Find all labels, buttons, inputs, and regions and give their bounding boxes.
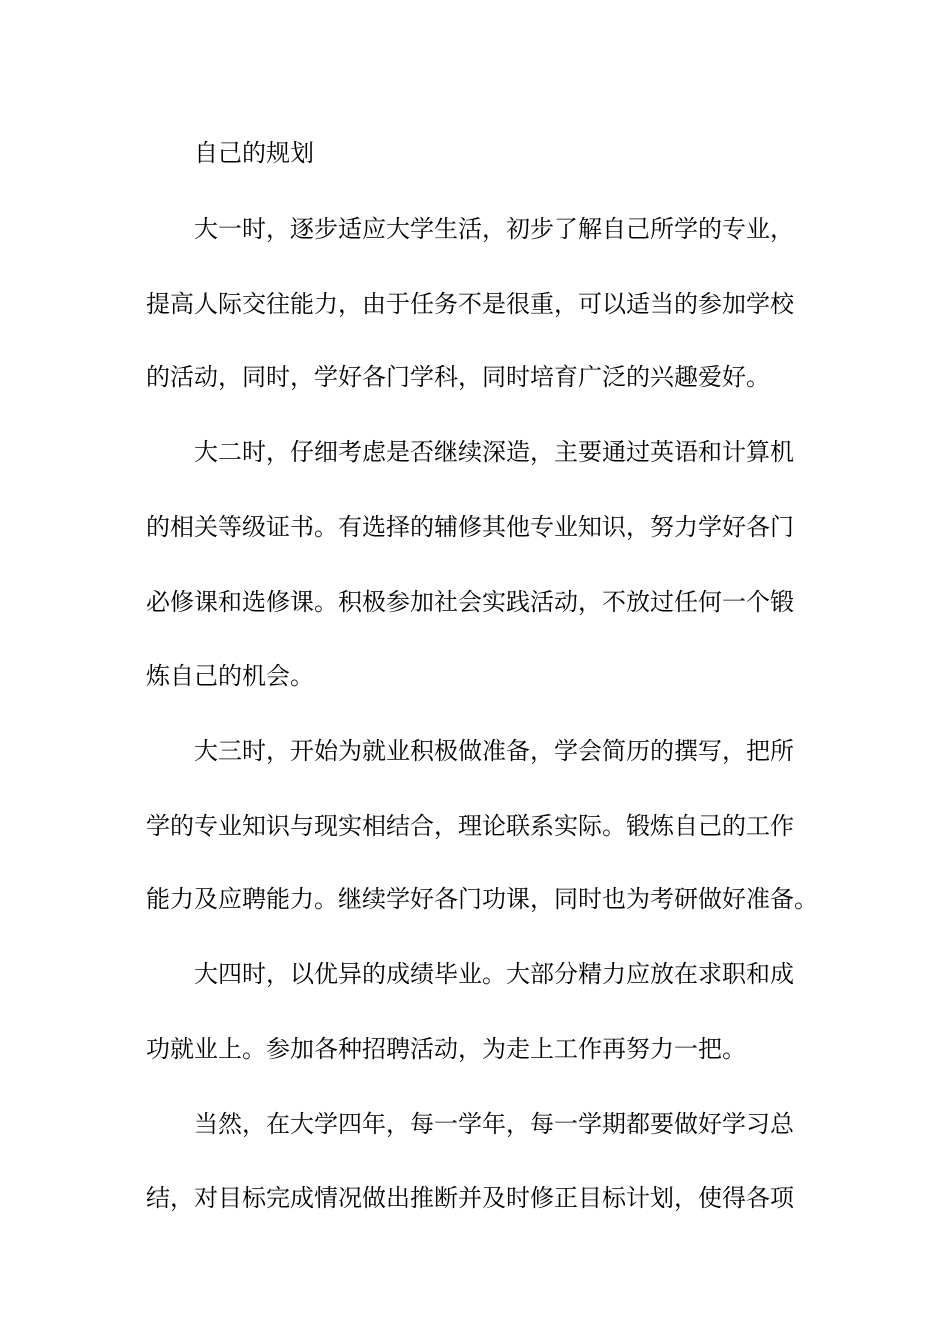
paragraph-line: 炼自己的机会。 <box>146 662 314 690</box>
paragraph-line: 大二时，仔细考虑是否继续深造，主要通过英语和计算机 <box>194 438 794 466</box>
paragraph-line: 的相关等级证书。有选择的辅修其他专业知识，努力学好各门 <box>146 513 794 541</box>
paragraph-line: 学的专业知识与现实相结合，理论联系实际。锻炼自己的工作 <box>146 812 794 840</box>
paragraph-line: 结，对目标完成情况做出推断并及时修正目标计划，使得各项 <box>146 1184 794 1212</box>
paragraph-line: 提高人际交往能力，由于任务不是很重，可以适当的参加学校 <box>146 290 794 318</box>
paragraph-line: 能力及应聘能力。继续学好各门功课，同时也为考研做好准备。 <box>146 885 818 913</box>
paragraph-line: 当然，在大学四年，每一学年，每一学期都要做好学习总 <box>194 1110 794 1138</box>
paragraph-line: 大三时，开始为就业积极做准备，学会简历的撰写，把所 <box>194 737 794 765</box>
paragraph-line: 必修课和选修课。积极参加社会实践活动，不放过任何一个锻 <box>146 588 794 616</box>
paragraph-line: 功就业上。参加各种招聘活动，为走上工作再努力一把。 <box>146 1035 746 1063</box>
paragraph-line: 大一时，逐步适应大学生活，初步了解自己所学的专业， <box>194 215 794 243</box>
paragraph-line: 的活动，同时，学好各门学科，同时培育广泛的兴趣爱好。 <box>146 363 770 391</box>
document-heading: 自己的规划 <box>194 139 314 167</box>
paragraph-line: 大四时，以优异的成绩毕业。大部分精力应放在求职和成 <box>194 960 794 988</box>
